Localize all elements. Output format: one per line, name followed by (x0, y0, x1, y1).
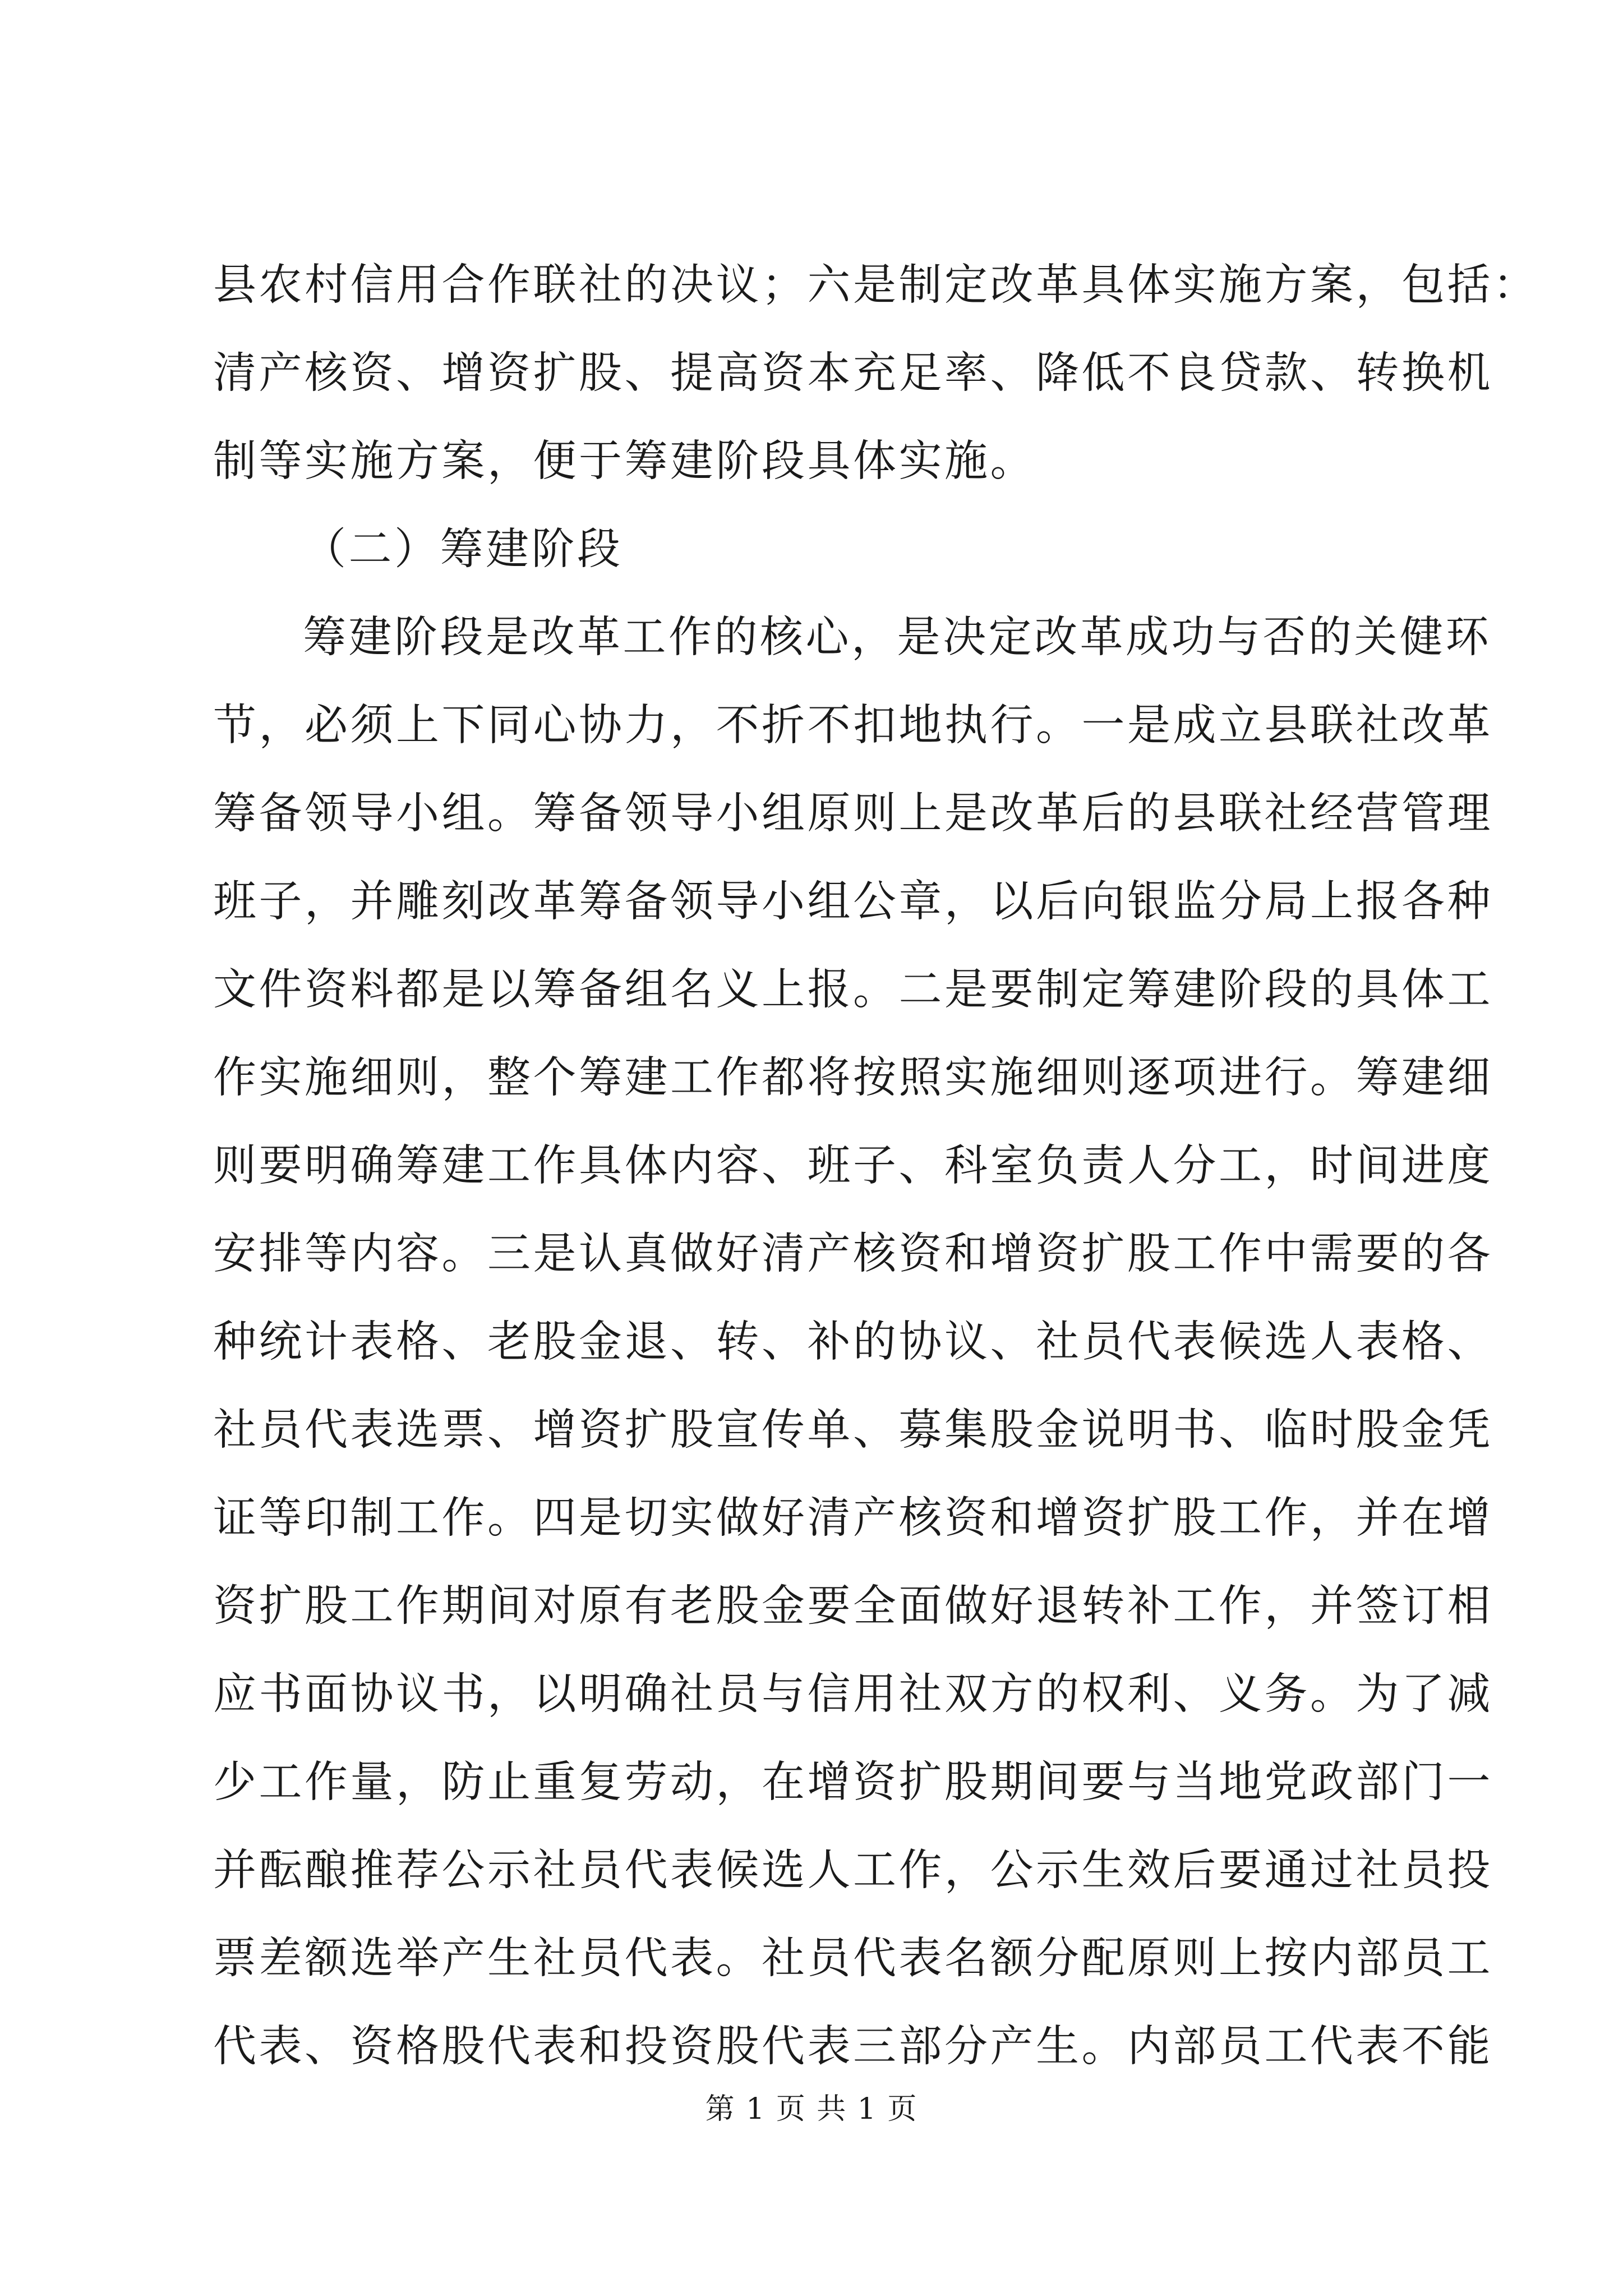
body-line: 节，必须上下同心协力，不折不扣地执行。一是成立县联社改革 (213, 701, 1493, 751)
body-line: 社员代表选票、增资扩股宣传单、募集股金说明书、临时股金凭 (213, 1405, 1493, 1455)
paragraph-first-line: 筹建阶段是改革工作的核心，是决定改革成功与否的关健环 (303, 613, 1491, 662)
body-line: 资扩股工作期间对原有老股金要全面做好退转补工作，并签订相 (213, 1581, 1493, 1631)
document-body (213, 241, 1539, 2091)
body-line: 县农村信用合作联社的决议；六是制定改革具体实施方案，包括： (213, 260, 1539, 310)
body-line: 代表、资格股代表和投资股代表三部分产生。内部员工代表不能 (213, 2022, 1493, 2072)
body-line: 少工作量，防止重复劳动，在增资扩股期间要与当地党政部门一 (213, 1757, 1493, 1807)
body-line: 作实施细则，整个筹建工作都将按照实施细则逐项进行。筹建细 (213, 1053, 1493, 1103)
body-line: 筹备领导小组。筹备领导小组原则上是改革后的县联社经营管理 (213, 789, 1493, 839)
section-heading: （二）筹建阶段 (303, 524, 623, 574)
body-line: 文件资料都是以筹备组名义上报。二是要制定筹建阶段的具体工 (213, 965, 1493, 1015)
body-line: 并酝酿推荐公示社员代表候选人工作，公示生效后要通过社员投 (213, 1846, 1493, 1895)
body-line: 安排等内容。三是认真做好清产核资和增资扩股工作中需要的各 (213, 1229, 1493, 1279)
body-line: 票差额选举产生社员代表。社员代表名额分配原则上按内部员工 (213, 1934, 1493, 1984)
body-line: 班子，并雕刻改革筹备领导小组公章，以后向银监分局上报各种 (213, 877, 1493, 927)
body-line: 证等印制工作。四是切实做好清产核资和增资扩股工作，并在增 (213, 1493, 1493, 1543)
body-line: 应书面协议书，以明确社员与信用社双方的权利、义务。为了减 (213, 1669, 1493, 1719)
body-line: 则要明确筹建工作具体内容、班子、科室负责人分工，时间进度 (213, 1141, 1493, 1191)
body-line: 种统计表格、老股金退、转、补的协议、社员代表候选人表格、 (213, 1317, 1493, 1367)
body-line: 制等实施方案，便于筹建阶段具体实施。 (213, 436, 1036, 486)
body-line: 清产核资、增资扩股、提高资本充足率、降低不良贷款、转换机 (213, 348, 1493, 398)
page-number-footer: 第 1 页 共 1 页 (705, 2092, 918, 2126)
